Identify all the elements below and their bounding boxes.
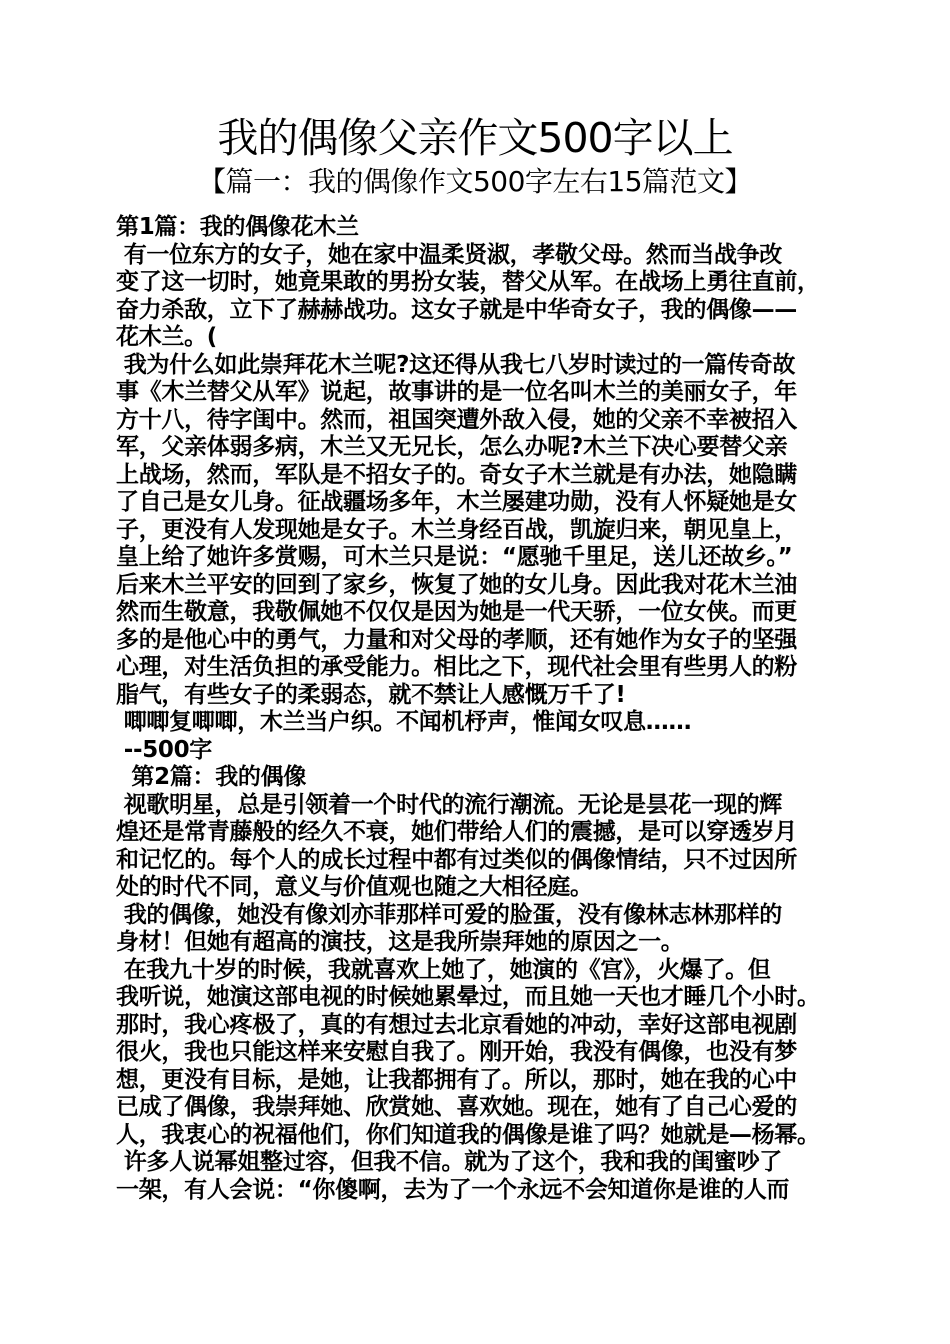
text-line: 第1篇：我的偶像花木兰 <box>116 214 359 240</box>
text-line: 那时，我心疼极了，真的有想过去北京看她的冲动，幸好这部电视剧 <box>116 1011 798 1038</box>
text-line: 一架，有人会说：“你傻啊，去为了一个永远不会知道你是谁的人而 <box>116 1176 790 1203</box>
text-line: 唧唧复唧唧，木兰当户织。不闻机杼声，惟闻女叹息…… <box>116 709 692 735</box>
text-line: 想，更没有目标，是她，让我都拥有了。所以，那时，她在我的心中 <box>116 1066 798 1093</box>
text-line: 许多人说幂姐整过容，但我不信。就为了这个，我和我的闺蜜吵了 <box>116 1149 783 1175</box>
text-line: 子，更没有人发现她是女子。木兰身经百战，凯旋归来，朝见皇上， <box>116 516 798 543</box>
text-line: 花木兰。( <box>116 324 218 350</box>
text-line: 奋力杀敌，立下了赫赫战功。这女子就是中华奇女子，我的偶像—— <box>116 296 798 323</box>
text-line: 视歌明星，总是引领着一个时代的流行潮流。无论是昙花一现的辉 <box>116 791 783 818</box>
text-line: 第2篇：我的偶像 <box>116 764 307 790</box>
document-title: 我的偶像父亲作文500字以上 <box>217 114 733 162</box>
text-line: 然而生敬意，我敬佩她不仅仅是因为她是一代天骄，一位女侠。而更 <box>116 599 798 625</box>
text-line: 煌还是常青藤般的经久不衰，她们带给人们的震撼，是可以穿透岁月 <box>116 819 798 845</box>
text-line: 处的时代不同，意义与价值观也随之大相径庭。 <box>116 874 593 900</box>
text-line: 人，我衷心的祝福他们，你们知道我的偶像是谁了吗？她就是—杨幂。 <box>116 1121 820 1148</box>
text-line: 上战场，然而，军队是不招女子的。奇女子木兰就是有办法，她隐瞒 <box>116 461 798 488</box>
text-line: 我的偶像，她没有像刘亦菲那样可爱的脸蛋，没有像林志林那样的 <box>116 901 783 928</box>
text-line: 我听说，她演这部电视的时候她累晕过，而且她一天也才睡几个小时。 <box>116 984 820 1010</box>
text-line: 身材！但她有超高的演技，这是我所崇拜她的原因之一。 <box>116 929 684 955</box>
text-line: 后来木兰平安的回到了家乡，恢复了她的女儿身。因此我对花木兰油 <box>116 571 798 598</box>
document-subtitle: 【篇一：我的偶像作文500字左右15篇范文】 <box>197 165 753 198</box>
text-line: 很火，我也只能这样来安慰自我了。刚开始，我没有偶像，也没有梦 <box>116 1039 798 1065</box>
text-line: 已成了偶像，我崇拜她、欣赏她、喜欢她。现在，她有了自己心爱的 <box>116 1094 798 1120</box>
text-line: 变了这一切时，她竟果敢的男扮女装，替父从军。在战场上勇往直前， <box>116 269 820 295</box>
text-line: 皇上给了她许多赏赐，可木兰只是说：“愿驰千里足，送儿还故乡。” <box>116 544 793 570</box>
text-line: 在我九十岁的时候，我就喜欢上她了，她演的《宫》，火爆了。但 <box>116 956 771 983</box>
text-line: 方十八，待字闺中。然而，祖国突遭外敌入侵，她的父亲不幸被招入 <box>116 406 798 433</box>
text-line: --500字 <box>116 736 213 763</box>
text-line: 脂气，有些女子的柔弱态，就不禁让人感慨万千了! <box>116 681 626 708</box>
text-line: 了自己是女儿身。征战疆场多年，木兰屡建功勋，没有人怀疑她是女 <box>116 489 798 515</box>
text-line: 事《木兰替父从军》说起，故事讲的是一位名叫木兰的美丽女子，年 <box>116 379 798 405</box>
text-line: 多的是他心中的勇气，力量和对父母的孝顺，还有她作为女子的坚强 <box>116 626 798 653</box>
text-line: 军，父亲体弱多病，木兰又无兄长，怎么办呢?木兰下决心要替父亲 <box>116 434 788 460</box>
text-line: 有一位东方的女子，她在家中温柔贤淑，孝敬父母。然而当战争改 <box>116 241 783 268</box>
document-body <box>116 214 856 1204</box>
text-line: 和记忆的。每个人的成长过程中都有过类似的偶像情结，只不过因所 <box>116 846 798 873</box>
text-line: 心理，对生活负担的承受能力。相比之下，现代社会里有些男人的粉 <box>116 654 798 680</box>
text-line: 我为什么如此崇拜花木兰呢?这还得从我七八岁时读过的一篇传奇故 <box>116 351 796 378</box>
